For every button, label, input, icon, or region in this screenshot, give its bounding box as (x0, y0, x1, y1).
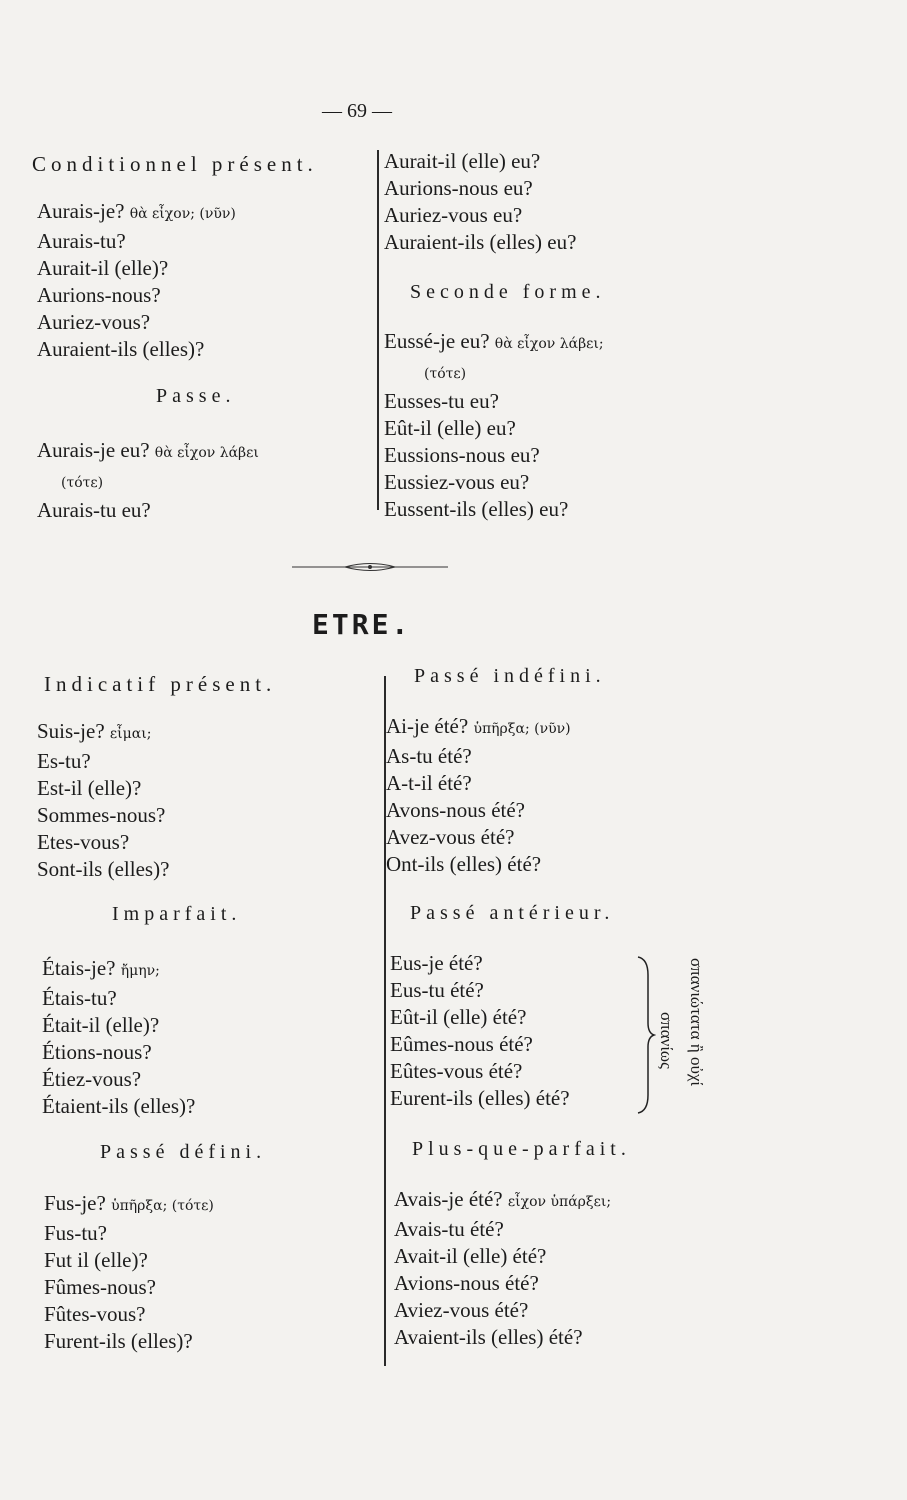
conjugation-row: Aurais-tu? (37, 229, 126, 253)
conjugation-list (390, 950, 570, 1112)
conjugation-row: Furent-ils (elles)? (44, 1329, 193, 1353)
conjugation-row: Sommes-nous? (37, 803, 166, 827)
conjugation-list (394, 1186, 611, 1351)
conjugation-row: Fus-tu? (44, 1221, 107, 1245)
section-heading-passe-anterieur: Passé antérieur. (410, 902, 615, 924)
conjugation-row: Étais-tu? (42, 986, 117, 1010)
page-number: — 69 — (322, 100, 392, 122)
conjugation-row: Ont-ils (elles) été? (386, 852, 542, 876)
conjugation-row: Avaient-ils (elles) été? (394, 1325, 583, 1349)
conjugation-row: Auriez-vous eu? (384, 203, 523, 227)
conjugation-row: Es-tu? (37, 749, 91, 773)
conjugation-row: As-tu été? (386, 744, 472, 768)
conjugation-row: (τότε) (424, 366, 467, 382)
conjugation-row: Avait-il (elle) été? (394, 1244, 547, 1268)
conjugation-row: Avions-nous été? (394, 1271, 539, 1295)
conjugation-row: Avons-nous été? (386, 798, 525, 822)
verb-title-etre: ETRE. (312, 608, 412, 641)
conjugation-row: Aurais-tu eu? (37, 498, 151, 522)
conjugation-row: Eussiez-vous eu? (384, 470, 530, 494)
conjugation-row: Eus-je été? (390, 951, 483, 975)
conjugation-row: Auriez-vous? (37, 310, 151, 334)
section-heading-seconde-forme: Seconde forme. (410, 281, 606, 303)
conjugation-row: Eût-il (elle) été? (390, 1005, 527, 1029)
conjugation-list (386, 713, 571, 878)
conjugation-list (44, 1190, 214, 1355)
conjugation-row: Eûmes-nous été? (390, 1032, 533, 1056)
conjugation-row: Eûtes-vous été? (390, 1059, 523, 1083)
conjugation-row: Eussions-nous eu? (384, 443, 540, 467)
section-heading-passe-defini: Passé défini. (100, 1141, 267, 1163)
conjugation-row: A-t-il été? (386, 771, 472, 795)
conjugation-row: Etes-vous? (37, 830, 130, 854)
conjugation-list (42, 955, 195, 1120)
conjugation-row: Étais-je? ἤμην; (42, 956, 160, 980)
conjugation-row: Auraient-ils (elles)? (37, 337, 205, 361)
section-heading-plus-que-parfait: Plus-que-parfait. (412, 1138, 631, 1160)
conjugation-row: Avais-je été? εἶχον ὑπάρξει; (394, 1187, 612, 1211)
conjugation-row: Étiez-vous? (42, 1067, 142, 1091)
conjugation-row: Eusses-tu eu? (384, 389, 499, 413)
conjugation-row: Est-il (elle)? (37, 776, 142, 800)
section-heading-passe: Passe. (156, 385, 236, 407)
conjugation-row: Étions-nous? (42, 1040, 152, 1064)
conjugation-list (37, 198, 236, 363)
conjugation-row: Ai-je été? ὑπῆρξα; (νῦν) (386, 714, 571, 738)
conjugation-row: Aviez-vous été? (394, 1298, 529, 1322)
conjugation-row: Fus-je? ὑπῆρξα; (τότε) (44, 1191, 214, 1215)
conjugation-row: Eussé-je eu? θὰ εἶχον λάβει; (384, 329, 604, 353)
conjugation-row: Eût-il (elle) eu? (384, 416, 516, 440)
conjugation-row: Aurait-il (elle)? (37, 256, 169, 280)
conjugation-row: Aurais-je eu? θὰ εἶχον λάβει (37, 438, 259, 462)
conjugation-row: Auraient-ils (elles) eu? (384, 230, 577, 254)
conjugation-row: Fûtes-vous? (44, 1302, 146, 1326)
section-heading-indicatif: Indicatif présent. (44, 672, 277, 696)
conjugation-row: Était-il (elle)? (42, 1013, 160, 1037)
column-divider-top (377, 150, 379, 510)
conjugation-row: Étaient-ils (elles)? (42, 1094, 196, 1118)
conjugation-row: Aurais-je? θὰ εἶχον; (νῦν) (37, 199, 236, 223)
section-heading-conditionnel: Conditionnel présent. (32, 152, 318, 176)
side-note-very-rarely: σπανιώτατα ἢ οὐχί (687, 958, 706, 1087)
conjugation-list (384, 328, 604, 523)
conjugation-row: Eussent-ils (elles) eu? (384, 497, 569, 521)
conjugation-row: Avais-tu été? (394, 1217, 504, 1241)
conjugation-row: Sont-ils (elles)? (37, 857, 170, 881)
side-note-rarely: σπανίως (657, 1012, 676, 1069)
conjugation-row: (τότε) (61, 475, 104, 491)
conjugation-list (384, 148, 576, 256)
conjugation-list (37, 437, 259, 524)
ornament-divider (290, 560, 450, 574)
conjugation-row: Aurions-nous eu? (384, 176, 533, 200)
conjugation-row: Eurent-ils (elles) été? (390, 1086, 570, 1110)
section-heading-imparfait: Imparfait. (112, 903, 242, 925)
conjugation-row: Aurions-nous? (37, 283, 161, 307)
conjugation-row: Avez-vous été? (386, 825, 515, 849)
conjugation-row: Fut il (elle)? (44, 1248, 148, 1272)
conjugation-row: Aurait-il (elle) eu? (384, 149, 541, 173)
conjugation-list (37, 718, 169, 883)
conjugation-row: Fûmes-nous? (44, 1275, 156, 1299)
section-heading-passe-indefini: Passé indéfini. (414, 665, 606, 687)
conjugation-row: Eus-tu été? (390, 978, 484, 1002)
conjugation-row: Suis-je? εἶμαι; (37, 719, 152, 743)
brace-bracket (636, 955, 656, 1115)
